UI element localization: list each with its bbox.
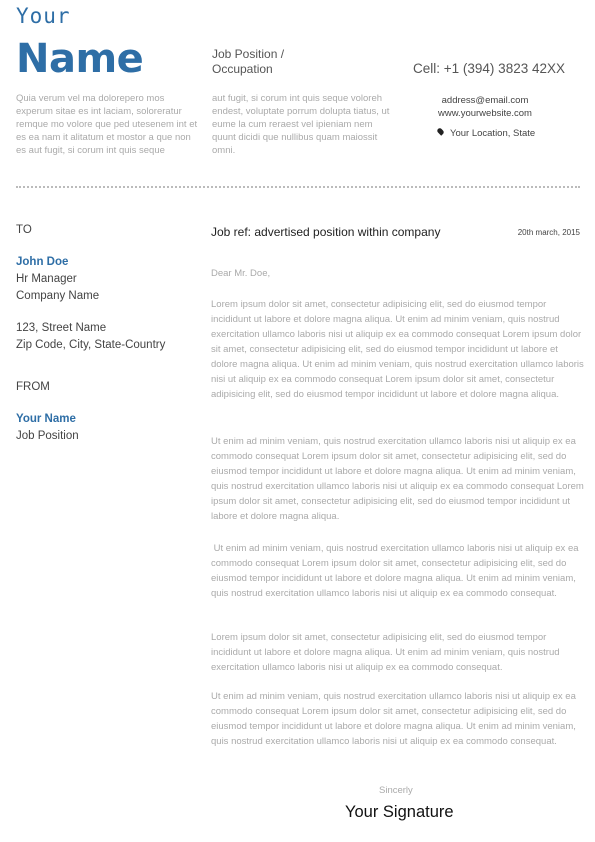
letter-paragraph: Ut enim ad minim veniam, quis nostrud exercitation ullamco laboris nisi ut aliquip ex ea commodo consequat Lorem ipsum dolor sit amet, consectetur adipisicing elit, sed do eiusmod tempor incididunt ut labore et dolore magna aliqua. Ut enim ad minim veniam, quis nostrud exercitation ullamco laboris nisi ut aliquip ex ea commodo consequat. bbox=[211, 691, 576, 747]
recipient-address-line1: 123, Street Name bbox=[16, 322, 107, 334]
letter-paragraph: Lorem ipsum dolor sit amet, consectetur adipisicing elit, sed do eiusmod tempor incididunt ut labore et dolore magna aliqua. Ut enim ad minim veniam, quis nostrud exercitation ullamco laboris nisi ut aliquip ex ea commodo consequat. bbox=[211, 632, 560, 673]
recipient-name: John Doe bbox=[16, 256, 69, 268]
intro-text-middle: aut fugit, si corum int quis seque voloreh endest, voluptate porrum dolupta tiatus, ut eume la cum reraest vel ipieniam nem quunt dicidi que nullibus quam maiossit omni. bbox=[212, 93, 390, 156]
header-divider bbox=[16, 186, 580, 188]
signature: Your Signature bbox=[345, 803, 454, 821]
location bbox=[438, 127, 578, 140]
recipient-company: Company Name bbox=[16, 290, 100, 302]
phone-number: Cell: +1 (394) 3823 42XX bbox=[413, 61, 565, 76]
name-first-word: Your bbox=[16, 4, 71, 28]
job-reference: Job ref: advertised position within company bbox=[211, 225, 441, 239]
letter-paragraph: Lorem ipsum dolor sit amet, consectetur adipisicing elit, sed do eiusmod tempor incididunt ut labore et dolore magna aliqua. Ut enim ad minim veniam, quis nostrud exercitation ullamco laboris nisi ut aliquip ex ea commodo consequat Lorem ipsum dolor sit amet, consectetur adipisicing elit, sed do eiusmod tempor incididunt ut labore et dolore magna aliqua. Ut enim ad minim veniam, quis nostrud exercitation ullamco laboris nisi ut aliquip ex ea commodo consequat Lorem ipsum dolor sit amet, consectetur adipisicing elit, sed do eiusmod tempor incididunt ut labore et dolore magna aliqua. bbox=[211, 299, 584, 400]
location-text: Your Location, State bbox=[450, 128, 536, 139]
closing: Sincerly bbox=[379, 785, 413, 796]
job-position bbox=[212, 47, 284, 77]
recipient-title: Hr Manager bbox=[16, 273, 77, 285]
map-pin-icon bbox=[436, 127, 444, 135]
letter-paragraph: Ut enim ad minim veniam, quis nostrud exercitation ullamco laboris nisi ut aliquip ex ea commodo consequat Lorem ipsum dolor sit amet, consectetur adipisicing elit, sed do eiusmod tempor incididunt ut labore et dolore magna aliqua. Ut enim ad minim veniam, quis nostrud exercitation ullamco laboris nisi ut aliquip ex ea commodo consequat Lorem ipsum dolor sit amet, consectetur adipisicing elit, sed do eiusmod tempor incididunt ut labore et dolore magna aliqua. bbox=[211, 436, 584, 522]
sender-name: Your Name bbox=[16, 413, 76, 425]
job-position-line2: Occupation bbox=[212, 62, 273, 76]
intro-text-left: Quia verum vel ma dolorepero mos experum sitae es int laciam, soloreratur remque mo volore que ped utesenem int et es ea nam it alitatum et mostor a que non es aut fugit, si corum int quis seque bbox=[16, 93, 198, 156]
greeting: Dear Mr. Doe, bbox=[211, 268, 271, 279]
email-address: address@email.com bbox=[441, 95, 529, 106]
recipient-address-line2: Zip Code, City, State-Country bbox=[16, 339, 166, 351]
sender-title: Job Position bbox=[16, 430, 79, 442]
letter-date: 20th march, 2015 bbox=[517, 228, 580, 237]
name-title: Name bbox=[16, 36, 144, 82]
website-address: www.yourwebsite.com bbox=[438, 108, 532, 119]
to-label: TO bbox=[16, 224, 32, 236]
job-position-line1: Job Position / bbox=[212, 47, 285, 61]
letter-paragraph: Ut enim ad minim veniam, quis nostrud exercitation ullamco laboris nisi ut aliquip ex ea commodo consequat Lorem ipsum dolor sit amet, consectetur adipisicing elit, sed do eiusmod tempor incididunt ut labore et dolore magna aliqua. Ut enim ad minim veniam, quis nostrud exercitation ullamco laboris nisi ut aliquip ex ea commodo consequat. bbox=[211, 543, 582, 599]
from-label: FROM bbox=[16, 381, 50, 393]
